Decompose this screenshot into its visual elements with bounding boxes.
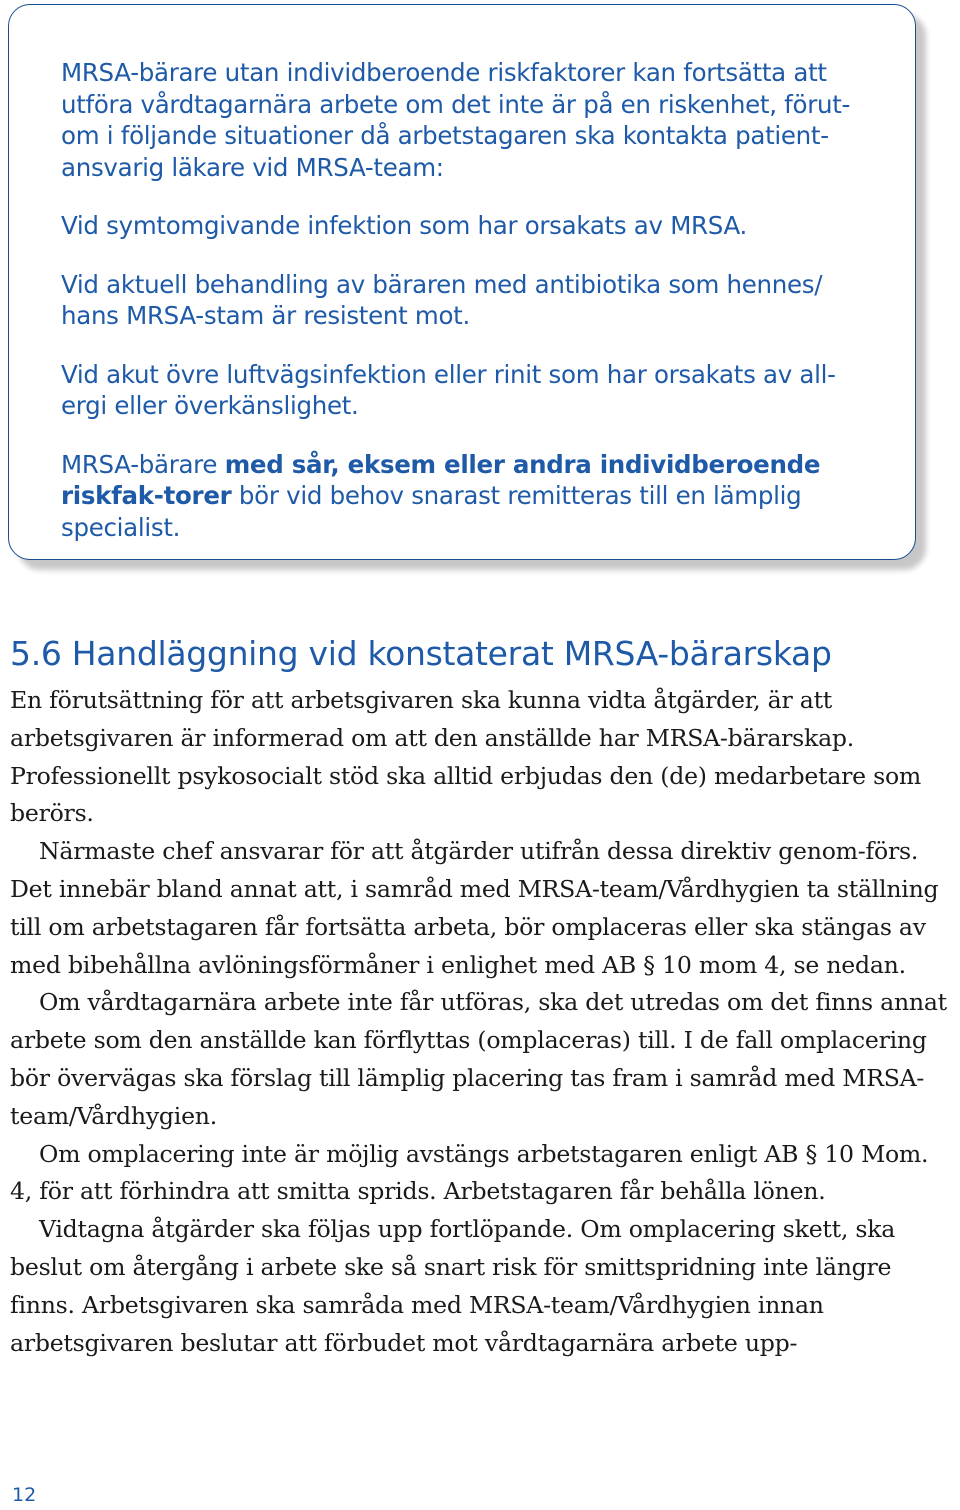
- paragraph-5: Vidtagna åtgärder ska följas upp fortlöpande. Om omplacering skett, ska beslut om återgång i arbete ske så snart risk för smittspridning inte längre finns. Arbetsgivaren ska samråda med MRSA-team/Vårdhygien innan arbetsgivaren beslutar att förbudet mot vårdtagarnära arbete upp-: [10, 1215, 896, 1357]
- paragraph-1: En förutsättning för att arbetsgivaren ska kunna vidta åtgärder, är att arbetsgivaren är informerad om att den anställde har MRSA-bärarskap. Professionellt psykosocialt stöd ska alltid erbjudas den (de) medarbetare som berörs.: [10, 686, 922, 828]
- section-number: 5.6: [10, 634, 62, 673]
- paragraph-3: Om vårdtagarnära arbete inte får utföras, ska det utredas om det finns annat arbete som den anställde kan förflyttas (omplaceras) till. I de fall omplacering bör övervägas ska förslag till lämplig placering tas fram i samråd med MRSA-team/Vårdhygien.: [10, 988, 947, 1130]
- body-text: [10, 682, 956, 1362]
- box-final-suffix: bör vid behov snarast remitteras till en lämplig specialist.: [61, 481, 802, 542]
- info-box: [8, 4, 916, 560]
- page-number: 12: [12, 1484, 37, 1506]
- paragraph-2: Närmaste chef ansvarar för att åtgärder utifrån dessa direktiv genom-förs. Det innebär bland annat att, i samråd med MRSA-team/Vårdhygien ta ställning till om arbetstagaren får fortsätta arbeta, bör omplaceras eller ska stängas av med bibehållna avlöningsförmåner i enlighet med AB § 10 mom 4, se nedan.: [10, 837, 939, 979]
- paragraph-4: Om omplacering inte är möjlig avstängs arbetstagaren enligt AB § 10 Mom. 4, för att förhindra att smitta sprids. Arbetstagaren får behålla lönen.: [10, 1139, 929, 1206]
- box-intro: MRSA-bärare utan individberoende riskfaktorer kan fortsätta att utföra vårdtagarnära arbete om det inte är på en riskenhet, förut-om i följande situationer då arbetstagaren ska kontakta patient-ansvarig läkare vid MRSA-team:: [61, 58, 851, 182]
- section-heading: [10, 632, 832, 676]
- box-item-3: Vid akut övre luftvägsinfektion eller rinit som har orsakats av all-ergi eller överkänslighet.: [61, 359, 836, 420]
- box-item-1: Vid symtomgivande infektion som har orsakats av MRSA.: [61, 211, 747, 240]
- section-title: Handläggning vid konstaterat MRSA-bärarskap: [61, 634, 832, 673]
- box-item-2: Vid aktuell behandling av bäraren med antibiotika som hennes/ hans MRSA-stam är resistent mot.: [61, 269, 823, 330]
- box-final-bold: med sår, eksem eller andra individberoende riskfak-torer: [61, 449, 821, 510]
- info-box-content: [61, 57, 873, 570]
- box-final: [61, 449, 873, 544]
- box-final-prefix: MRSA-bärare: [61, 449, 225, 479]
